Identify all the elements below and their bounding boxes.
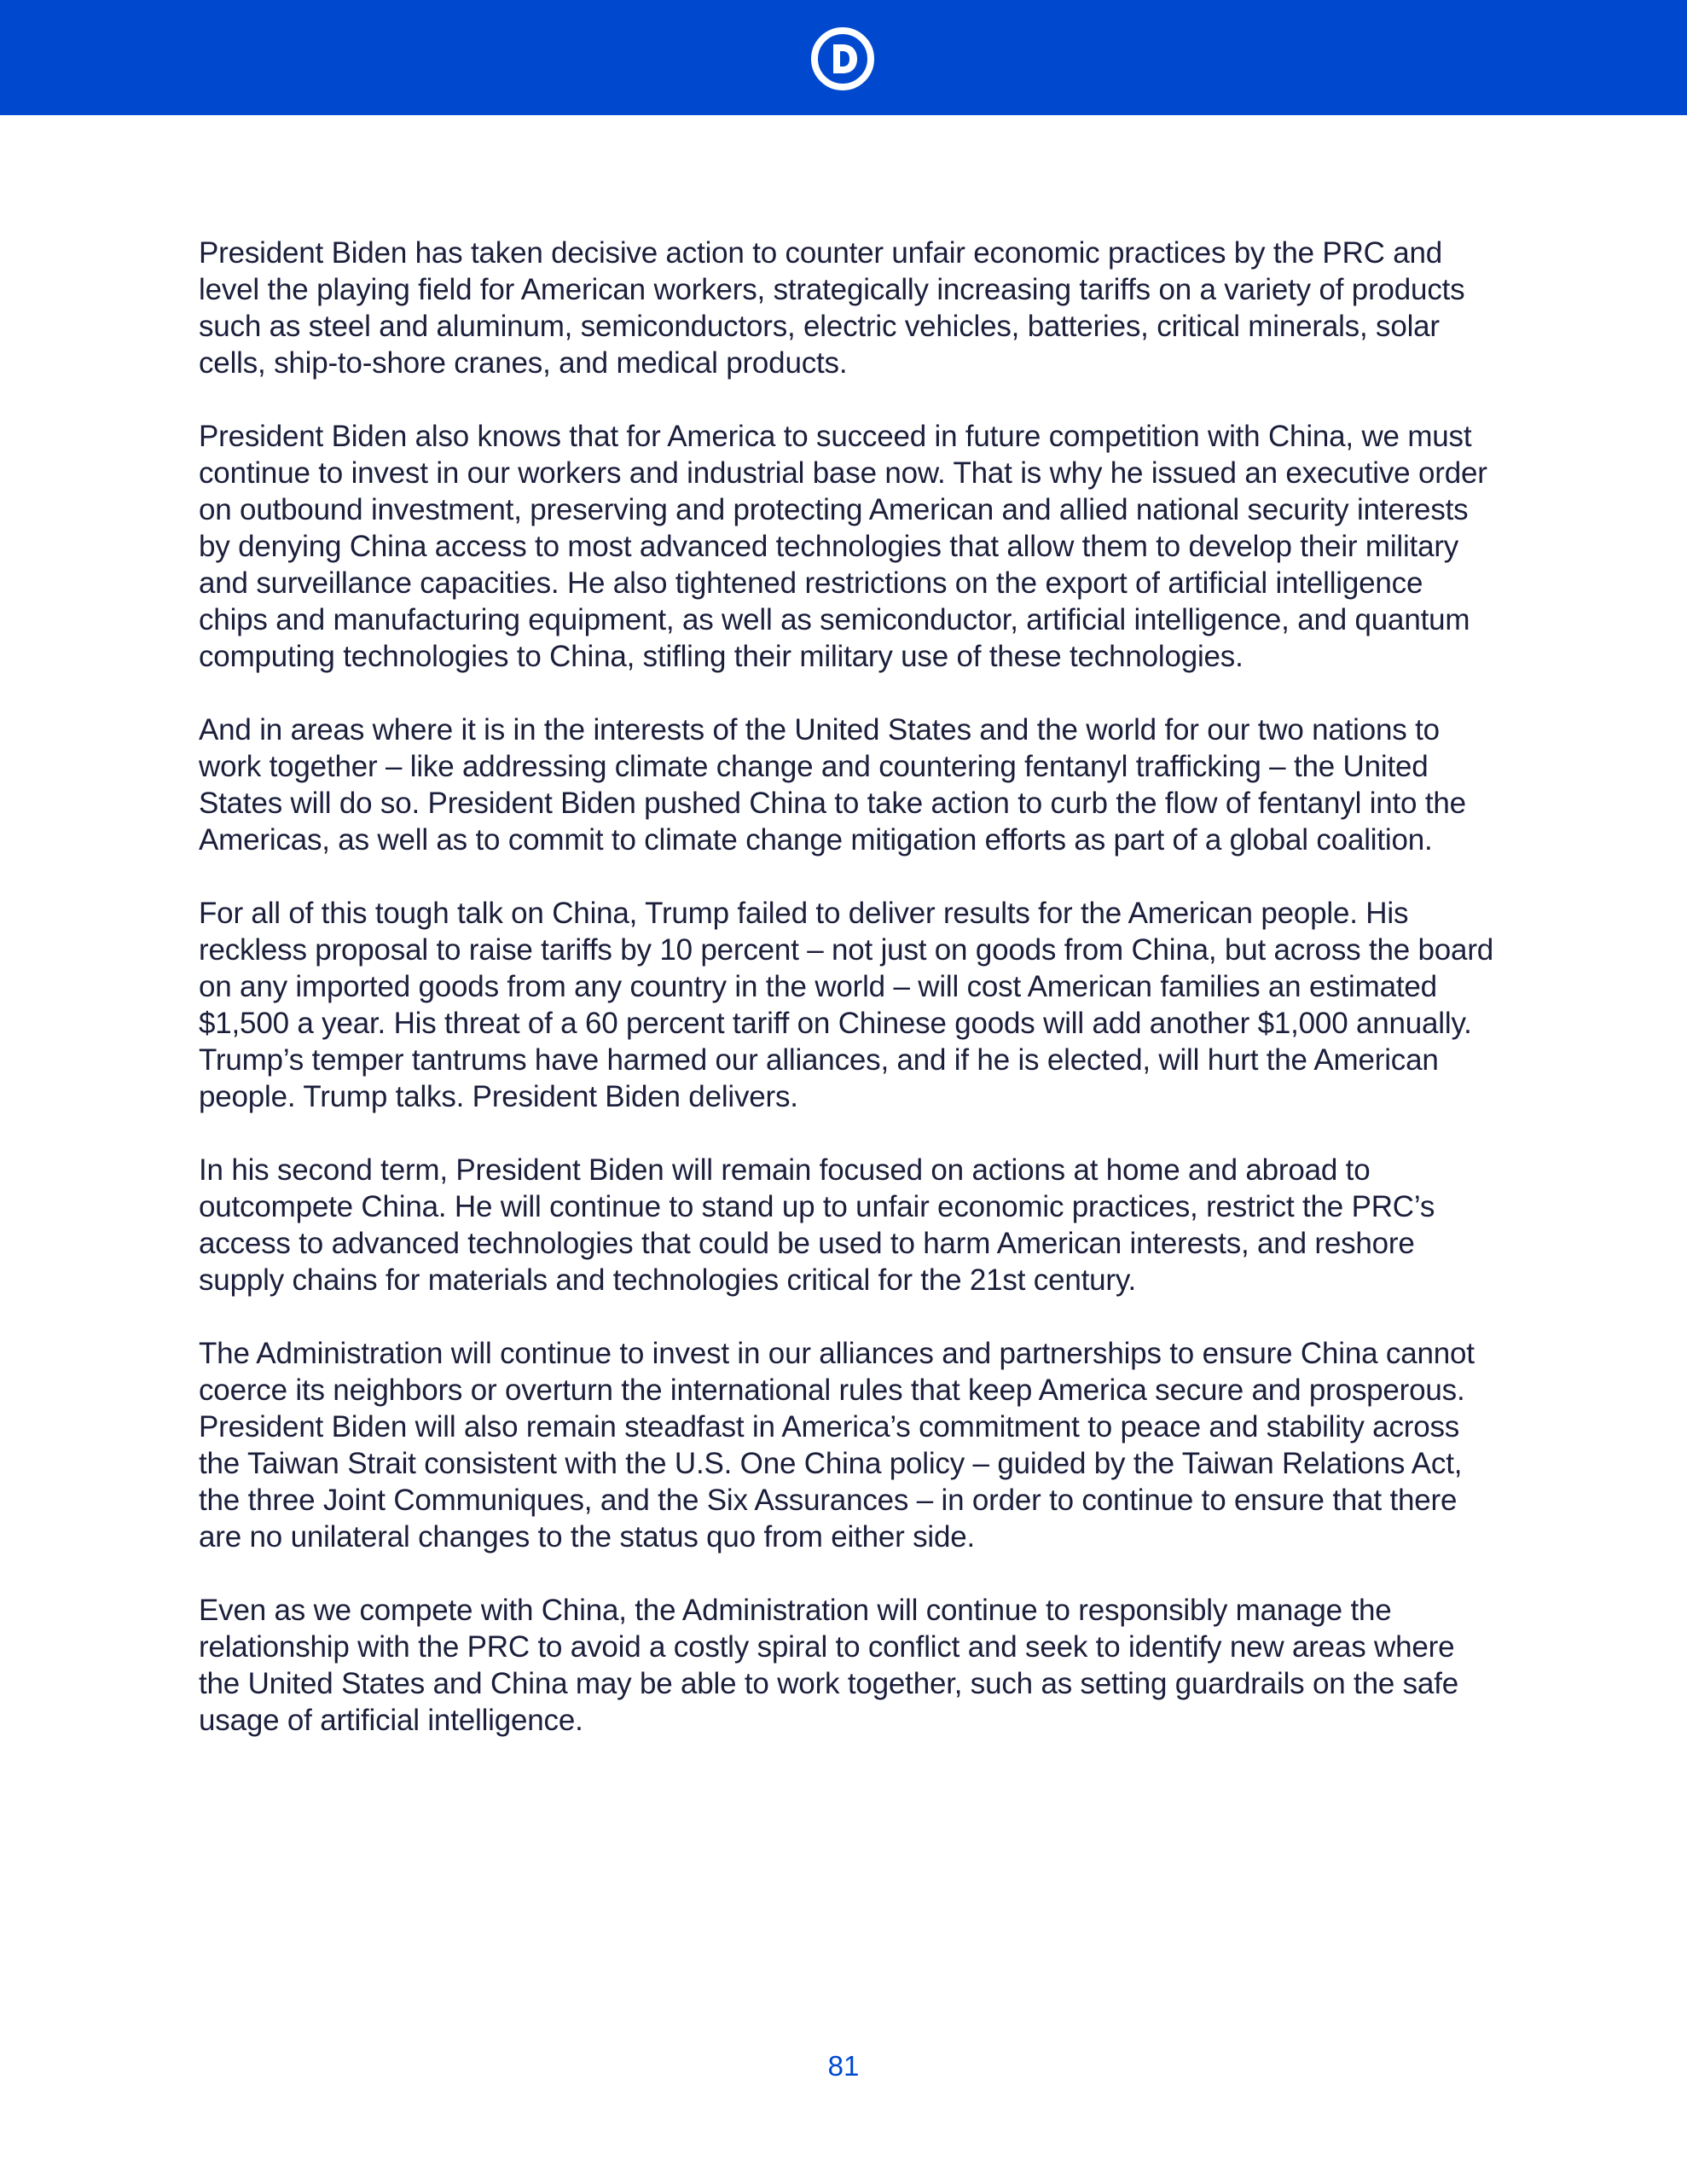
header-band — [0, 0, 1687, 115]
paragraph-6: The Administration will continue to invest in our alliances and partnerships to ensure China cannot coerce its neighbors or overturn the international rules that keep America secure and prosperous. President Biden will also remain steadfast in America’s commitment to peace and stability across the Taiwan Strait consistent with the U.S. One China policy – guided by the Taiwan Relations Act, the three Joint Communiques, and the Six Assurances – in order to continue to ensure that there are no unilateral changes to the status quo from either side. — [199, 1337, 1475, 1554]
paragraph-4: For all of this tough talk on China, Trump failed to deliver results for the American people. His reckless proposal to raise tariffs by 10 percent – not just on goods from China, but across the board on any imported goods from any country in the world – will cost American families an estimated $1,500 a year. His threat of a 60 percent tariff on Chinese goods will add another $1,000 annually. Trump’s temper tantrums have harmed our alliances, and if he is elected, will hurt the American people. Trump talks. President Biden delivers. — [199, 897, 1494, 1113]
document-body — [199, 235, 1495, 1775]
democratic-party-d-logo-icon — [810, 26, 875, 91]
paragraph-3: And in areas where it is in the interests of the United States and the world for our two nations to work together – like addressing climate change and countering fentanyl trafficking – the United States will do so. President Biden pushed China to take action to curb the flow of fentanyl into the Americas, as well as to commit to climate change mitigation efforts as part of a global coalition. — [199, 713, 1466, 857]
page-number: 81 — [827, 2050, 860, 2082]
paragraph-1: President Biden has taken decisive action to counter unfair economic practices by the PRC and level the playing field for American workers, strategically increasing tariffs on a variety of products such as steel and aluminum, semiconductors, electric vehicles, batteries, critical minerals, solar cells, ship-to-shore cranes, and medical products. — [199, 236, 1465, 380]
paragraph-5: In his second term, President Biden will remain focused on actions at home and abroad to outcompete China. He will continue to stand up to unfair economic practices, restrict the PRC’s access to advanced technologies that could be used to harm American interests, and reshore supply chains for materials and technologies critical for the 21st century. — [199, 1153, 1435, 1297]
paragraph-7: Even as we compete with China, the Administration will continue to responsibly manage the relationship with the PRC to avoid a costly spiral to conflict and seek to identify new areas where the United States and China may be able to work together, such as setting guardrails on the safe usage of artificial intelligence. — [199, 1594, 1458, 1737]
paragraph-2: President Biden also knows that for America to succeed in future competition with China, we must continue to invest in our workers and industrial base now. That is why he issued an executive order on outbound investment, preserving and protecting American and allied national security interests by denying China access to most advanced technologies that allow them to develop their military and surveillance capacities. He also tightened restrictions on the export of artificial intelligence chips and manufacturing equipment, as well as semiconductor, artificial intelligence, and quantum computing technologies to China, stifling their military use of these technologies. — [199, 420, 1487, 673]
